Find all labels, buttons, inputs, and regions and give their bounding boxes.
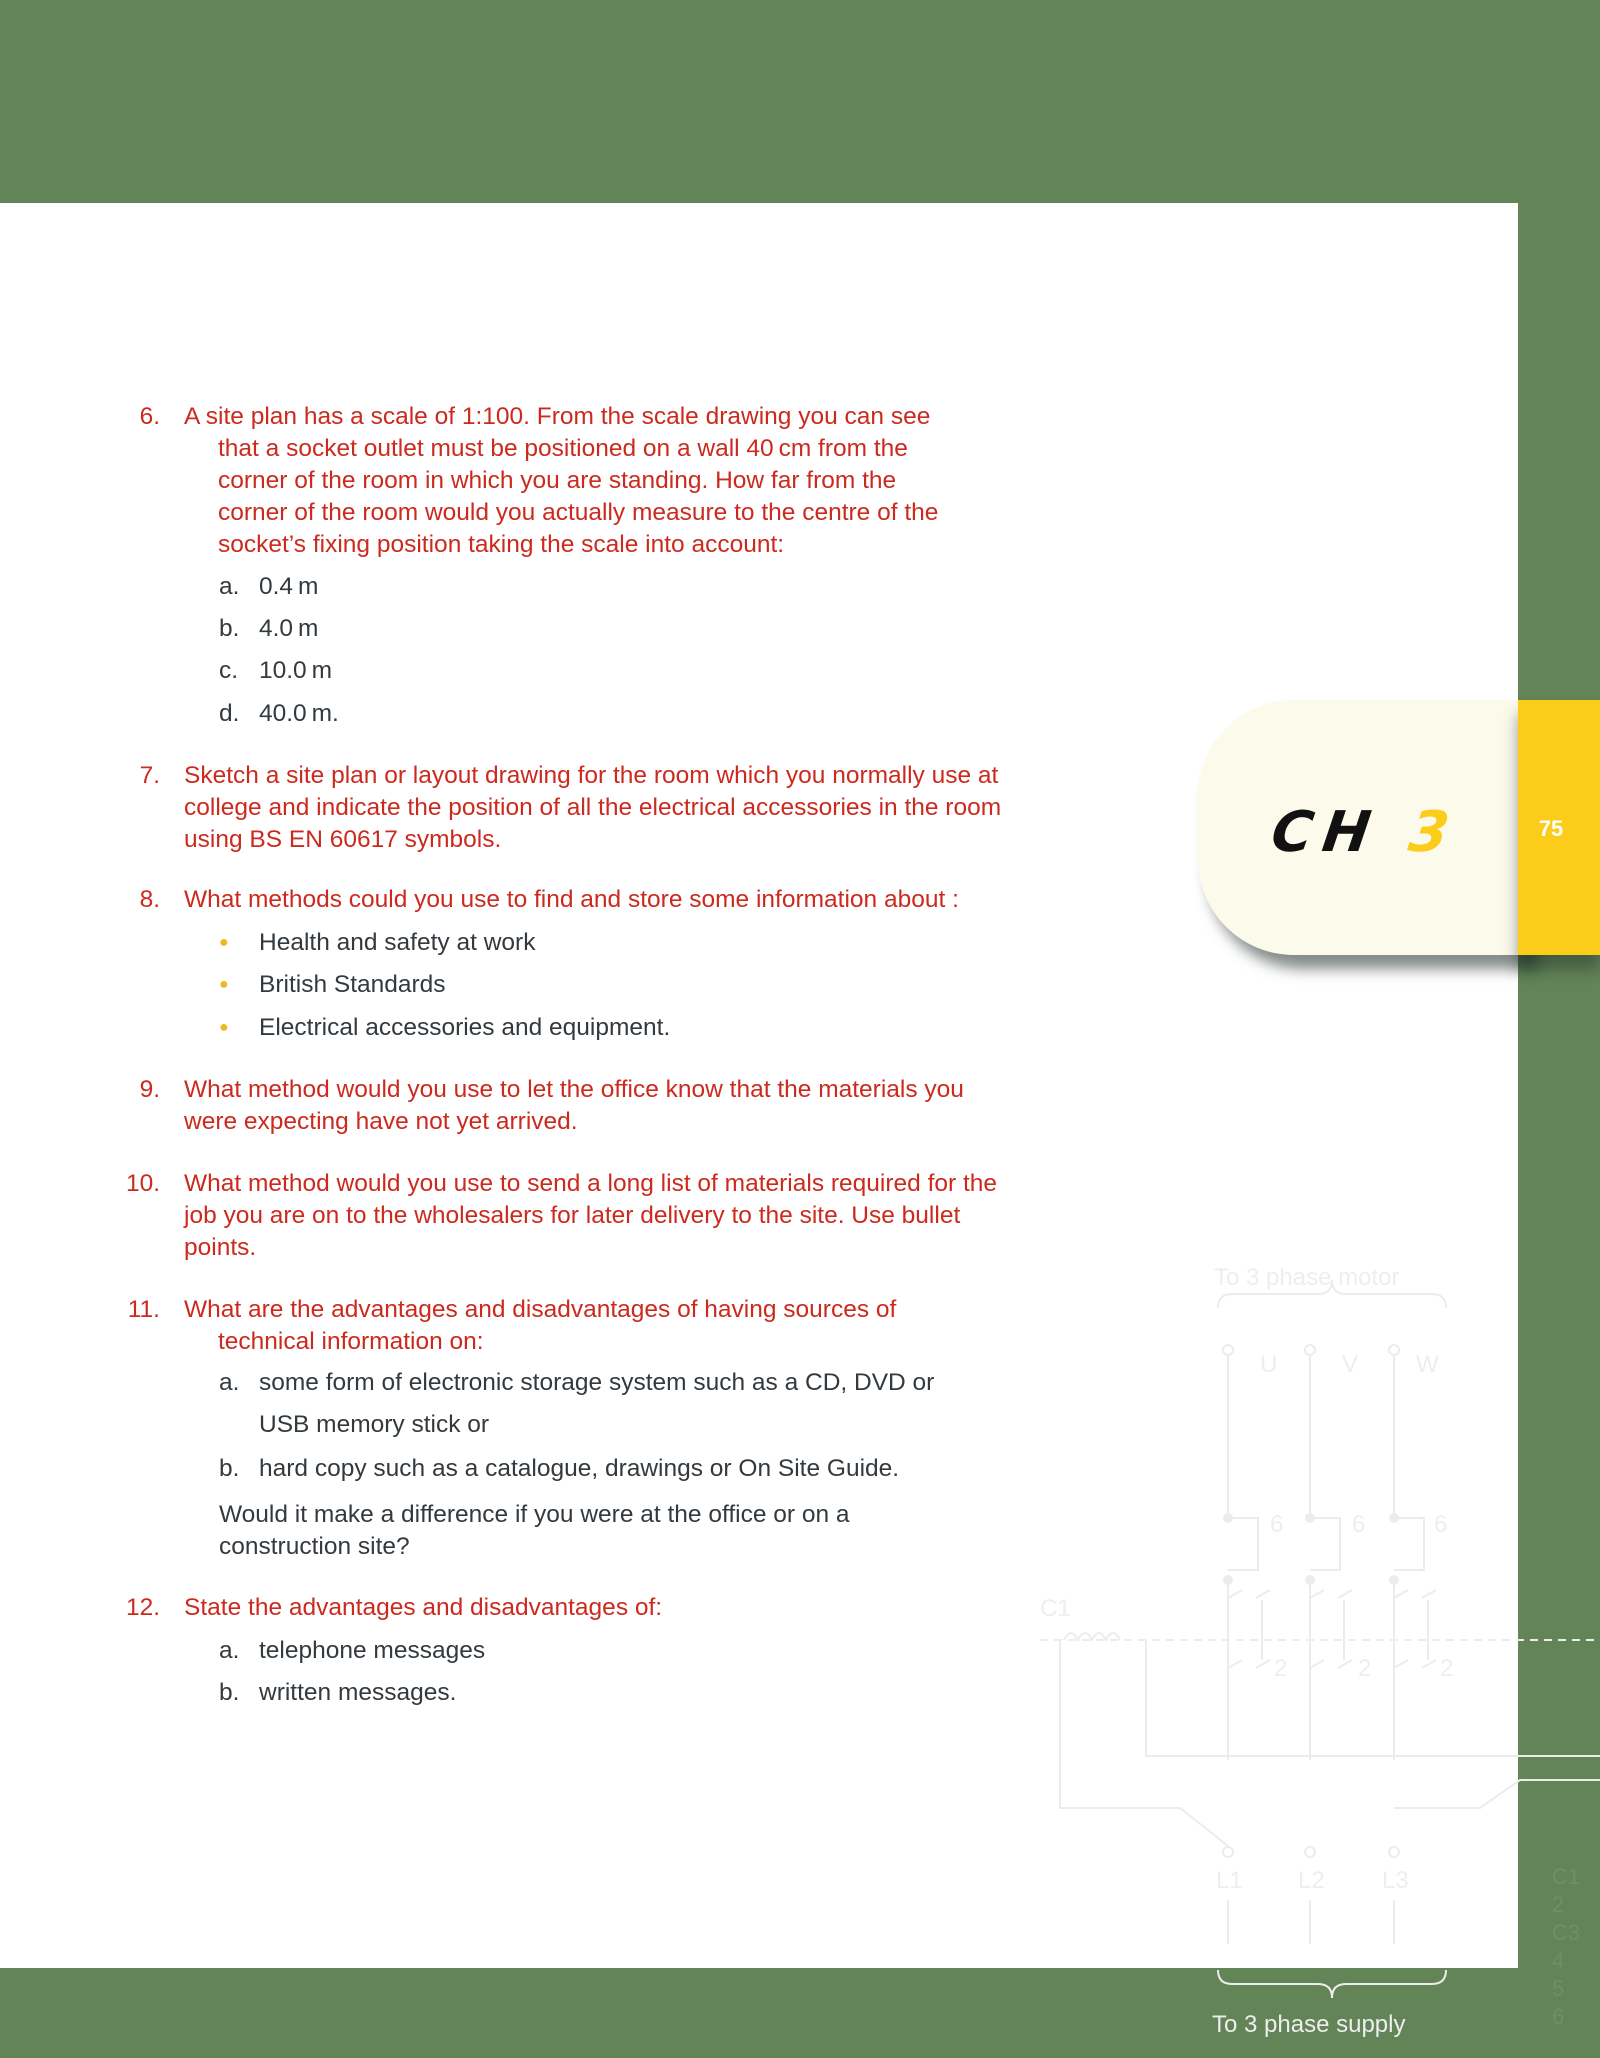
- supply-line-label: L1: [1216, 1867, 1243, 1894]
- question-6: [139, 401, 1024, 561]
- side-list-item: 2: [1552, 1892, 1565, 1917]
- side-list-item: 4: [1552, 1948, 1565, 1973]
- bullet-item: ● Health and safety at work: [219, 927, 1019, 959]
- question-11: [127, 1294, 1024, 1358]
- diagram-top-label: To 3 phase motor: [1214, 1264, 1400, 1291]
- question-number: 9.: [139, 1076, 160, 1103]
- side-list-item: 5: [1552, 1976, 1565, 2001]
- question-text: What method would you use to let the office know that the materials you were expecting have not yet arrived.: [184, 1076, 964, 1135]
- terminal-label: V: [1342, 1351, 1359, 1378]
- option-item: b. written messages.: [219, 1679, 457, 1706]
- question-text: A site plan has a scale of 1:100. From the scale drawing you can see: [184, 403, 931, 430]
- bullet-item: ● British Standards: [219, 969, 1019, 1001]
- side-list-item: C3: [1552, 1920, 1581, 1945]
- bullet-icon: ●: [219, 934, 229, 951]
- side-list-item: C1: [1552, 1864, 1581, 1889]
- question-8: [139, 884, 1024, 916]
- contact-label: 2: [1274, 1655, 1288, 1682]
- question-number: 7.: [139, 762, 160, 789]
- question-7: [139, 760, 1014, 856]
- page-number: 75: [1538, 816, 1564, 841]
- question-text-line: socket’s fixing position taking the scale into account:: [218, 531, 785, 558]
- option-item: b. hard copy such as a catalogue, drawings or On Site Guide.: [219, 1455, 900, 1482]
- overload-label: 6: [1434, 1511, 1448, 1538]
- question-text-line: that a socket outlet must be positioned on a wall 40 cm from the: [218, 435, 908, 462]
- option-item: a. 0.4 m: [219, 573, 319, 600]
- chapter-number: 3: [1404, 800, 1464, 865]
- supply-line-label: L2: [1298, 1867, 1325, 1894]
- question-text: What method would you use to send a long list of materials required for the job you are on to the wholesalers for later delivery to the site. Use bullet points.: [184, 1170, 998, 1261]
- chapter-label: CH 3: [1267, 800, 1464, 865]
- question-text: What are the advantages and disadvantages of having sources of: [184, 1296, 897, 1323]
- option-item: c. 10.0 m: [219, 657, 332, 684]
- question-text: What methods could you use to find and store some information about :: [184, 886, 959, 913]
- bullet-icon: ●: [219, 1019, 229, 1036]
- question-9: [139, 1074, 984, 1138]
- question-number: 8.: [139, 886, 160, 913]
- question-text: State the advantages and disadvantages of:: [184, 1594, 663, 1621]
- question-10: [125, 1168, 1034, 1264]
- question-12: [125, 1592, 1024, 1624]
- side-list-item: 6: [1552, 2004, 1565, 2029]
- question-text: Sketch a site plan or layout drawing for the room which you normally use at college and indicate the position of all the electrical accessories in the room using BS EN 60617 symbols.: [184, 762, 1002, 853]
- contact-label: 2: [1440, 1655, 1454, 1682]
- question-text-line: corner of the room would you actually measure to the centre of the: [218, 499, 939, 526]
- option-item: d. 40.0 m.: [219, 700, 339, 727]
- terminal-label: W: [1416, 1351, 1439, 1378]
- coil-label: C1: [1040, 1595, 1071, 1622]
- overload-label: 6: [1270, 1511, 1284, 1538]
- question-text-line: technical information on:: [218, 1328, 484, 1355]
- bullet-item: ● Electrical accessories and equipment.: [219, 1012, 1019, 1044]
- option-item: a. telephone messages: [219, 1637, 486, 1664]
- bullet-icon: ●: [219, 976, 229, 993]
- question-number: 11.: [127, 1296, 160, 1323]
- question-number: 12.: [125, 1594, 160, 1621]
- question-number: 6.: [139, 403, 160, 430]
- supply-line-label: L3: [1382, 1867, 1409, 1894]
- question-note: Would it make a difference if you were at the office or on a construction site?: [219, 1501, 850, 1560]
- overload-label: 6: [1352, 1511, 1366, 1538]
- contact-label: 2: [1358, 1655, 1372, 1682]
- diagram-bottom-label: To 3 phase supply: [1212, 2011, 1406, 2038]
- question-number: 10.: [125, 1170, 160, 1197]
- question-text-line: corner of the room in which you are standing. How far from the: [218, 467, 897, 494]
- terminal-label: U: [1260, 1351, 1278, 1378]
- option-item: a. some form of electronic storage system such as a CD, DVD or USB memory stick or: [219, 1369, 935, 1438]
- option-item: b. 4.0 m: [219, 615, 319, 642]
